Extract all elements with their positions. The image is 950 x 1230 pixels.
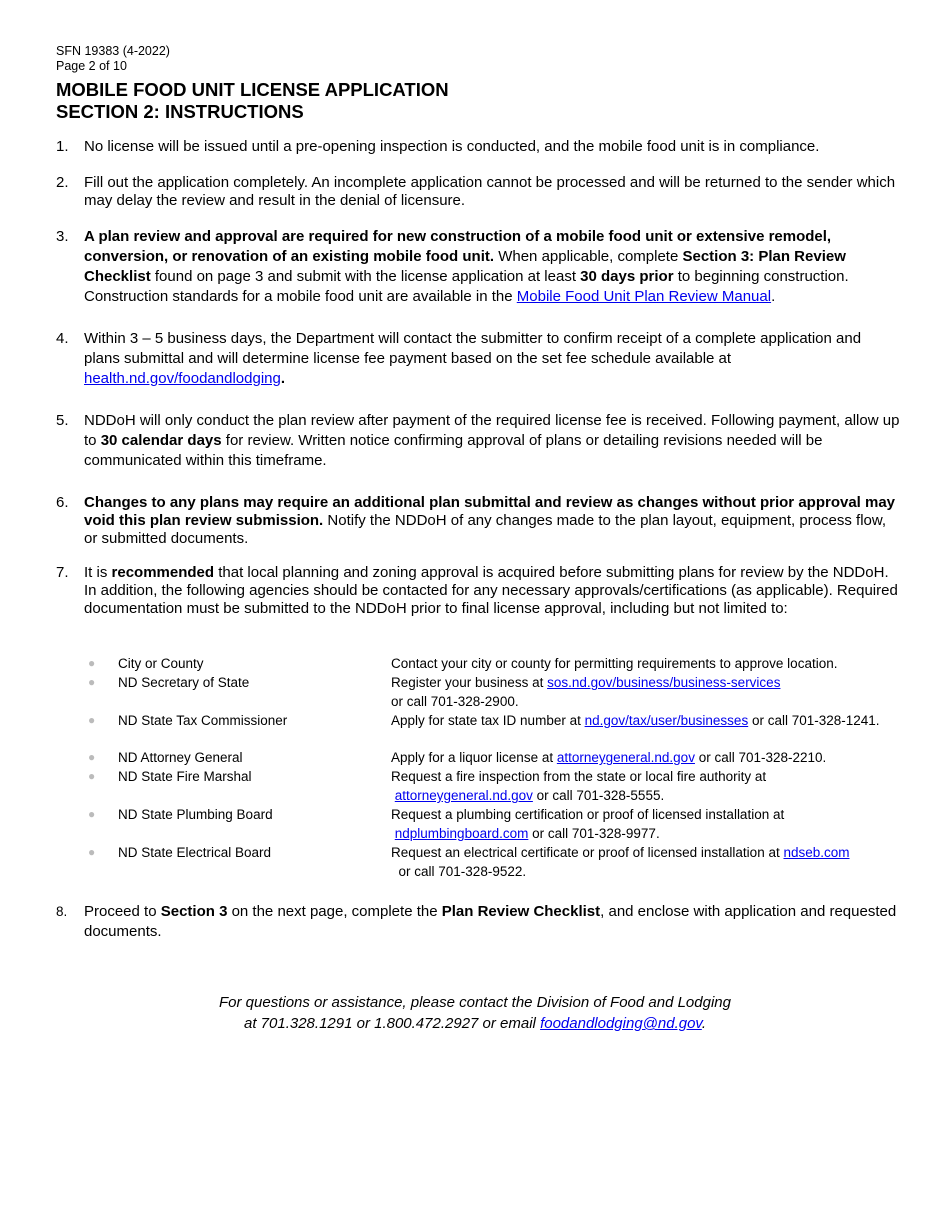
text-run: Register your business at	[391, 675, 548, 690]
agency-name: ND State Fire Marshal	[118, 769, 252, 784]
instruction-text	[84, 411, 901, 471]
plan-review-manual-link[interactable]: Mobile Food Unit Plan Review Manual	[516, 288, 772, 305]
text-run: or call 701-328-2210.	[694, 750, 827, 765]
instruction-7	[56, 564, 901, 618]
bold-text: Section 3: Plan Review Checklist	[84, 248, 846, 285]
footer-line-2	[0, 1013, 950, 1034]
text-run: Request an electrical certificate or proof of licensed installation at	[391, 845, 784, 860]
text-run: that local planning and zoning approval is acquired before submitting plans for review by the NDDoH. In addition, the following agencies should be contacted for any necessary approvals/certifications (as applicable). Required documentation must be submitted to the NDDoH prior to final license approval, including but not limited to:	[84, 564, 898, 617]
title-line-2: SECTION 2: INSTRUCTIONS	[56, 100, 304, 122]
text-run: .	[701, 1015, 706, 1032]
text-run: .	[280, 370, 286, 387]
agency-name: City or County	[118, 656, 204, 671]
instruction-8	[56, 902, 901, 942]
sos-link[interactable]: sos.nd.gov/business/business-services	[547, 675, 781, 690]
text-run: When applicable, complete	[494, 248, 683, 265]
item-number: 8.	[56, 904, 68, 919]
footer-line-1: For questions or assistance, please contact the Division of Food and Lodging	[219, 994, 731, 1011]
bullet-icon: ●	[88, 656, 96, 670]
agency-description	[391, 673, 881, 711]
text-run: to beginning construction. Construction standards for a mobile food unit are available in the	[84, 268, 849, 305]
page-number: Page 2 of 10	[56, 59, 127, 73]
bullet-icon: ●	[88, 713, 96, 727]
bold-text: Changes to any plans may require an additional plan submittal and review as changes without prior approval may void this plan review submission.	[84, 494, 896, 529]
bullet-icon: ●	[88, 807, 96, 821]
attorney-general-link[interactable]: attorneygeneral.nd.gov	[556, 750, 695, 765]
instruction-text	[84, 494, 901, 548]
text-run: at 701.328.1291 or 1.800.472.2927 or email	[244, 1015, 541, 1032]
instruction-text	[84, 902, 901, 942]
agency-description	[391, 711, 881, 730]
instruction-3	[56, 227, 901, 307]
agency-description	[391, 843, 881, 881]
text-run: Notify the NDDoH of any changes made to the plan layout, equipment, process flow, or submitted documents.	[84, 512, 887, 547]
text-run: It is	[84, 564, 112, 581]
agency-name: ND State Plumbing Board	[118, 807, 273, 822]
instruction-5	[56, 411, 901, 471]
bold-text: 30 days prior	[580, 268, 674, 285]
plumbing-board-link[interactable]: ndplumbingboard.com	[394, 826, 529, 841]
text-run: or call 701-328-1241.	[748, 713, 880, 728]
bullet-icon: ●	[88, 769, 96, 783]
text-run: Apply for state tax ID number at	[391, 713, 585, 728]
page-title	[56, 79, 449, 122]
text-run: , and enclose with application and requested documents.	[84, 903, 897, 940]
instruction-4	[56, 329, 901, 389]
food-lodging-link[interactable]: health.nd.gov/foodandlodging	[84, 370, 281, 387]
contact-footer	[0, 992, 950, 1034]
agency-description	[391, 805, 881, 843]
bold-text: recommended	[111, 564, 215, 581]
text-run: or call 701-328-5555.	[532, 788, 665, 803]
text-run: Within 3 – 5 business days, the Department will contact the submitter to confirm receipt of a complete application and plans submittal and will determine license fee payment based on the set fee schedule available at	[84, 330, 862, 367]
bold-text: Section 3	[160, 903, 228, 920]
bold-text: Plan Review Checklist	[441, 903, 601, 920]
bold-text: 30 calendar days	[100, 432, 222, 449]
item-number: 4.	[56, 330, 69, 347]
text-run: Apply for a liquor license at	[391, 750, 557, 765]
instruction-text	[84, 227, 901, 307]
text-run: on the next page, complete the	[227, 903, 442, 920]
text-run: .	[771, 288, 776, 305]
instruction-text: Fill out the application completely. An incomplete application cannot be processed and will be returned to the sender which may delay the review and result in the denial of licensure.	[84, 174, 896, 209]
agency-name: ND State Tax Commissioner	[118, 713, 288, 728]
item-number: 1.	[56, 138, 69, 155]
agency-description	[391, 748, 881, 767]
electrical-board-link[interactable]: ndseb.com	[783, 845, 850, 860]
item-number: 2.	[56, 174, 69, 191]
agency-name: ND State Electrical Board	[118, 845, 272, 860]
agency-description: Contact your city or county for permitting requirements to approve location.	[391, 656, 838, 671]
bullet-icon: ●	[88, 750, 96, 764]
instruction-6	[56, 494, 901, 548]
instruction-2	[56, 174, 901, 210]
text-run: Request a fire inspection from the state or local fire authority at	[391, 769, 767, 784]
instruction-text	[84, 329, 901, 389]
instruction-1	[56, 137, 901, 157]
instruction-text	[84, 564, 901, 618]
text-run: for review. Written notice confirming approval of plans or detailing revisions needed will be communicated within this timeframe.	[84, 432, 823, 469]
bullet-icon: ●	[88, 845, 96, 859]
text-run: Request a plumbing certification or proof of licensed installation at	[391, 807, 785, 822]
text-run: or call 701-328-9522.	[394, 864, 527, 879]
form-identifier	[56, 44, 170, 74]
item-number: 5.	[56, 412, 69, 429]
agency-name: ND Attorney General	[118, 750, 243, 765]
item-number: 3.	[56, 228, 69, 245]
text-run: NDDoH will only conduct the plan review after payment of the required license fee is received. Following payment, allow up to	[84, 412, 900, 449]
tax-link[interactable]: nd.gov/tax/user/businesses	[584, 713, 749, 728]
item-number: 6.	[56, 494, 69, 511]
text-run: Proceed to	[84, 903, 161, 920]
instruction-text: No license will be issued until a pre-opening inspection is conducted, and the mobile food unit is in compliance.	[84, 138, 820, 155]
text-run: found on page 3 and submit with the license application at least	[150, 268, 581, 285]
text-run: or call 701-328-2900.	[391, 694, 519, 709]
agency-description	[391, 767, 881, 805]
item-number: 7.	[56, 564, 69, 581]
email-link[interactable]: foodandlodging@nd.gov	[540, 1015, 702, 1032]
bold-text: A plan review and approval are required for new construction of a mobile food unit or extensive remodel, conversion, or renovation of an existing mobile food unit.	[84, 228, 832, 265]
agency-name: ND Secretary of State	[118, 675, 250, 690]
bullet-icon: ●	[88, 675, 96, 689]
fire-marshal-link[interactable]: attorneygeneral.nd.gov	[394, 788, 533, 803]
form-number: SFN 19383 (4-2022)	[56, 44, 170, 58]
title-line-1: MOBILE FOOD UNIT LICENSE APPLICATION	[56, 79, 449, 100]
text-run: or call 701-328-9977.	[528, 826, 660, 841]
